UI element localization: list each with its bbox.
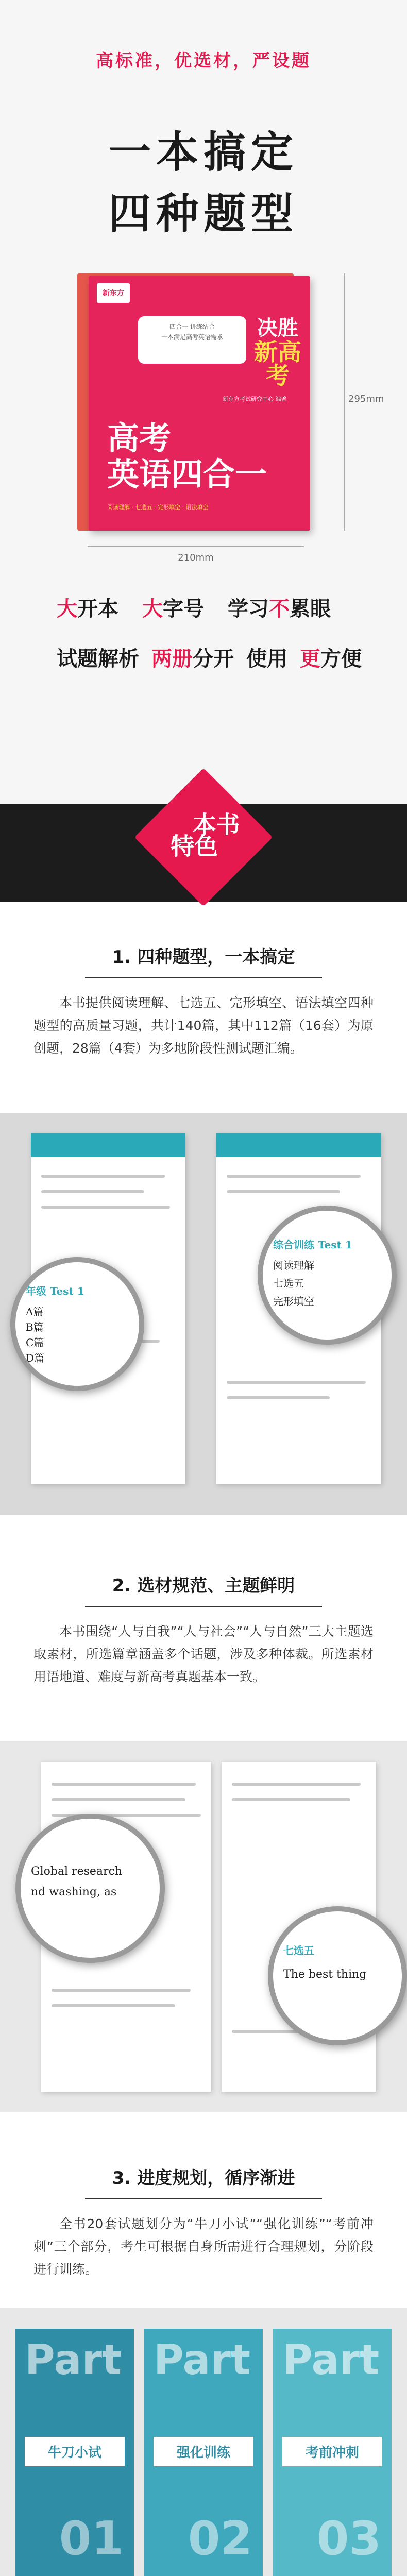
section-3-illustration [0,2308,407,2576]
width-dimension-line [88,546,304,547]
magnifier [10,1257,144,1391]
width-dimension-label: 210mm [178,552,214,563]
feature-text: 两册分开 [151,647,234,671]
part-number: 03 [316,2512,381,2566]
magnifier [258,1206,397,1345]
section-1 [0,943,407,1060]
magnified-text: 年级 Test 1 [26,1285,84,1297]
part-tile-3 [273,2329,392,2576]
feature-text: 使用 [246,647,287,671]
feature-row-1 [57,592,366,622]
magnified-text: D篇 [26,1352,45,1364]
book-front-cover [89,276,310,531]
magnifier [268,1906,407,2045]
section-body: 本书提供阅读理解、七选五、完形填空、语法填空四种题型的高质量习题，共计140篇，其中112篇（16套）为原创题，28篇（4套）为多地阶段性测试题汇编。 [33,995,374,1056]
magnified-text: 七选五 [283,1944,314,1957]
part-word: Part [25,2336,122,2384]
section-3 [0,2164,407,2281]
book-title-line2: 英语四合一 [107,455,267,493]
section-2 [0,1571,407,1688]
section-divider [85,1606,322,1607]
hero-title-line2: 四种题型 [108,189,298,239]
feature-row-2 [57,642,366,672]
magnifier [15,1814,165,1963]
book-tags: 阅读理解 · 七选五 · 完形填空 · 语法填空 [107,504,209,511]
section-body: 本书围绕“人与自我”“人与社会”“人与自然”三大主题选取素材，所选篇章涵盖多个话题，涉及多种体裁。所选素材用语地道、难度与新高考真题基本一致。 [33,1624,374,1684]
book-cover-image [77,273,335,531]
magnified-text: B篇 [26,1321,44,1333]
hero-section [0,0,407,876]
part-number: 01 [59,2512,124,2566]
section-title: 1. 四种题型，一本搞定 [112,947,295,968]
part-label: 强化训练 [154,2437,253,2466]
magnified-text: Global research [31,1865,123,1878]
badge-line2: 特色 [171,832,218,860]
part-label: 考前冲刺 [282,2437,382,2466]
part-tile-1 [15,2329,134,2576]
hero-tagline: 高标准，优选材，严设题 [96,50,311,71]
feature-text: 更方便 [300,647,362,671]
part-label: 牛刀小试 [25,2437,125,2466]
part-word: Part [154,2336,251,2384]
book-pill-text: 四合一 讲练结合 一本满足高考英语需求 [138,316,246,364]
book-main-title [107,420,267,493]
feature-text: 大开本 [57,597,118,621]
part-tile-2 [144,2329,263,2576]
part-number: 02 [188,2512,252,2566]
section-1-illustration [0,1113,407,1515]
feature-list [57,592,366,692]
book-publisher: 新东方考试研究中心 编著 [223,396,287,402]
section-title: 3. 进度规划，循序渐进 [112,2168,295,2189]
book-title-line1: 高考 [107,419,172,457]
magnified-text: 完形填空 [273,1295,314,1308]
section-divider [85,977,322,978]
badge-line1: 本书 [192,810,240,839]
magnified-text: 阅读理解 [273,1259,314,1272]
book-brand [249,316,306,387]
section-2-illustration [0,1741,407,2112]
section-title: 2. 选材规范、主题鲜明 [112,1575,295,1596]
magnified-text: A篇 [26,1306,44,1318]
height-dimension-label: 295mm [348,394,384,404]
magnified-text: 七选五 [273,1277,304,1290]
magnified-text: nd washing, as [31,1886,117,1899]
height-dimension-line [344,273,345,531]
feature-text: 学习不累眼 [228,597,331,621]
book-brand-line2: 新高考 [254,338,301,389]
magnified-text: 综合训练 Test 1 [273,1239,352,1251]
magnified-text: The best thing [283,1968,367,1981]
book-brand-line1: 决胜 [257,316,298,340]
section-divider [85,2198,322,2199]
part-word: Part [282,2336,380,2384]
magnified-text: C篇 [26,1336,44,1349]
publisher-logo: 新东方 [97,283,130,303]
section-body: 全书20套试题划分为“牛刀小试”“强化训练”“考前冲刺”三个部分，考生可根据自身所需进行合理规划，分阶段进行训练。 [33,2216,374,2277]
hero-title-line1: 一本搞定 [108,127,298,177]
feature-text: 试题解析 [57,647,139,671]
feature-text: 大字号 [142,597,204,621]
